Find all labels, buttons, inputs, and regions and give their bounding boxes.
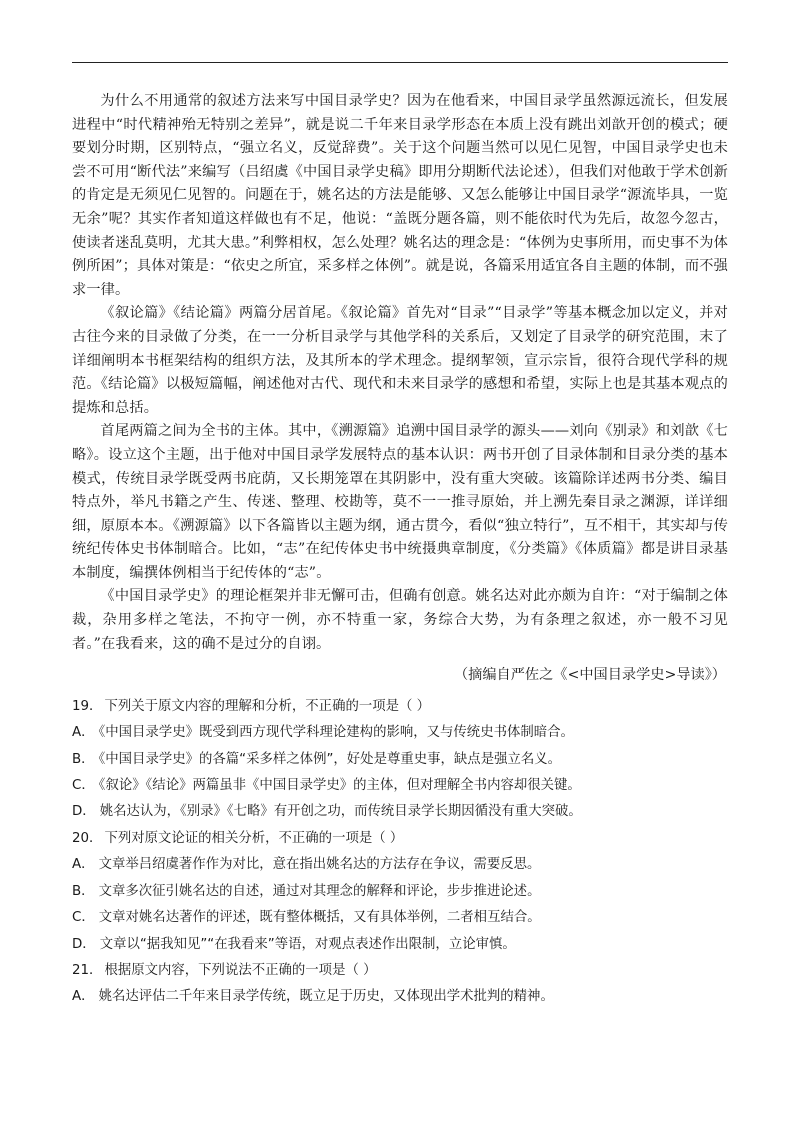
- option-c[interactable]: [72, 905, 728, 931]
- option-text: 《叙论》《结论》两篇虽非《中国目录学史》的主体，但对理解全书内容却很关键。: [98, 778, 581, 794]
- passage-paragraph-3: 首尾两篇之间为全书的主体。其中，《溯源篇》追溯中国目录学的源头——刘向《别录》和刘歆《七略》。设立这个主题，出于他对中国目录学发展特点的基本认识：两书开创了目录体制和目录分类的基本模式，传统目录学既受两书庇荫，又长期笼罩在其阴影中，没有重大突破。该篇除详述两书分类、编目特点外，举凡书籍之产生、传迷、整理、校勘等，莫不一一推寻原始，并上溯先秦目录之渊源，详详细细，原原本本。《溯源篇》以下各篇皆以主题为纲，通古贯今，看似“独立特行”，互不相干，其实却与传统纪传体史书体制暗合。比如，“志”在纪传体史书中统摄典章制度，《分类篇》《体质篇》都是讲目录基本制度，编撰体例相当于纪传体的“志”。: [72, 423, 728, 581]
- passage-paragraph-1: 为什么不用通常的叙述方法来写中国目录学史？因为在他看来，中国目录学虽然源远流长，但发展进程中“时代精神殆无特别之差异”，就是说二千年来目录学形态在本质上没有跳出刘歆开创的模式；硬要划分时期，区别特点，“强立名义，反觉辞费”。关于这个问题当然可以见仁见智，中国目录学史也未尝不可用“断代法”来编写（吕绍虞《中国目录学史稿》即用分期断代法论述），但我们对他敢于学术创新的肯定是无须见仁见智的。问题在于，姚名达的方法是能够、又怎么能够让中国目录学“源流毕具，一览无余”呢？其实作者知道这样做也有不足，他说：“盖既分题各篇，则不能依时代为先后，故忽今忽古，使读者迷乱莫明，尤其大患。”利弊相权，怎么处理？姚名达的理念是：“体例为史事所用，而史事不为体例所困”；具体对策是：“依史之所宜，采多样之体例”。就是说，各篇采用适宜各自主题的体制，而不强求一律。: [72, 93, 728, 298]
- question-number: 21．: [72, 962, 103, 978]
- option-a[interactable]: [72, 852, 728, 878]
- option-d[interactable]: [72, 799, 728, 825]
- option-a[interactable]: [72, 984, 728, 1010]
- header-rule: [72, 62, 728, 63]
- option-text: 《中国目录学史》的各篇“采多样之体例”，好处是尊重史事，缺点是强立名义。: [98, 751, 562, 767]
- question-21: [72, 958, 728, 1011]
- page-content: [72, 90, 728, 1011]
- option-c[interactable]: [72, 773, 728, 799]
- question-text: 根据原文内容，下列说法不正确的一项是（ ）: [104, 962, 377, 978]
- question-19: [72, 694, 728, 826]
- option-letter: B．: [72, 751, 95, 767]
- source-attribution: （摘编自严佐之《<中国目录学史>导读》）: [453, 667, 726, 684]
- option-text: 文章对姚名达著作的评述，既有整体概括，又有具体举例，二者相互结合。: [98, 910, 541, 926]
- question-stem: [72, 826, 728, 852]
- option-text: 文章举吕绍虞著作作为对比，意在指出姚名达的方法存在争议，需要反思。: [98, 857, 541, 873]
- option-d[interactable]: [72, 932, 728, 958]
- option-text: 文章多次征引姚名达的自述，通过对其理念的解释和评论，步步推进论述。: [98, 883, 541, 899]
- option-b[interactable]: [72, 747, 728, 773]
- question-20: [72, 826, 728, 958]
- question-stem: [72, 694, 728, 720]
- option-text: 姚名达认为，《别录》《七略》有开创之功，而传统目录学长期因循没有重大突破。: [99, 804, 582, 820]
- question-stem: [72, 958, 728, 984]
- passage-paragraph-4: 《中国目录学史》的理论框架并非无懈可击，但确有创意。姚名达对此亦颇为自许：“对于编制之体裁，杂用多样之笔法，不拘守一例，亦不特重一家，务综合大势，为有条理之叙述，亦一般不习见者。”在我看来，这的确不是过分的自诩。: [72, 588, 728, 652]
- option-letter: B．: [72, 883, 95, 899]
- reading-passage: [72, 90, 728, 656]
- option-letter: A．: [72, 725, 95, 741]
- option-letter: A．: [72, 857, 95, 873]
- option-letter: C．: [72, 910, 95, 926]
- option-b[interactable]: [72, 879, 728, 905]
- question-text: 下列关于原文内容的理解和分析，不正确的一项是（ ）: [104, 698, 431, 714]
- question-number: 19．: [72, 698, 103, 714]
- option-letter: C．: [72, 778, 95, 794]
- passage-paragraph-2: 《叙论篇》《结论篇》两篇分居首尾。《叙论篇》首先对“目录”“目录学”等基本概念加以定义，并对古往今来的目录做了分类，在一一分析目录学与其他学科的关系后，又划定了目录学的研究范围，末了详细阐明本书框架结构的组织方法，及其所本的学术理念。提纲挈领，宣示宗旨，很符合现代学科的规范。《结论篇》以极短篇幅，阐述他对古代、现代和未来目录学的感想和希望，实际上也是其基本观点的提炼和总括。: [72, 305, 728, 416]
- option-letter: D．: [72, 936, 96, 952]
- option-a[interactable]: [72, 720, 728, 746]
- question-number: 20．: [72, 830, 103, 846]
- option-letter: A．: [72, 989, 95, 1005]
- question-list: [72, 694, 728, 1011]
- option-text: 《中国目录学史》既受到西方现代学科理论建构的影响，又与传统史书体制暗合。: [98, 725, 574, 741]
- option-text: 姚名达评估二千年来目录学传统，既立足于历史，又体现出学术批判的精神。: [98, 989, 554, 1005]
- option-text: 文章以“据我知见”“在我看来”等语，对观点表述作出限制，立论审慎。: [99, 936, 516, 952]
- question-text: 下列对原文论证的相关分析，不正确的一项是（ ）: [104, 830, 404, 846]
- option-letter: D．: [72, 804, 96, 820]
